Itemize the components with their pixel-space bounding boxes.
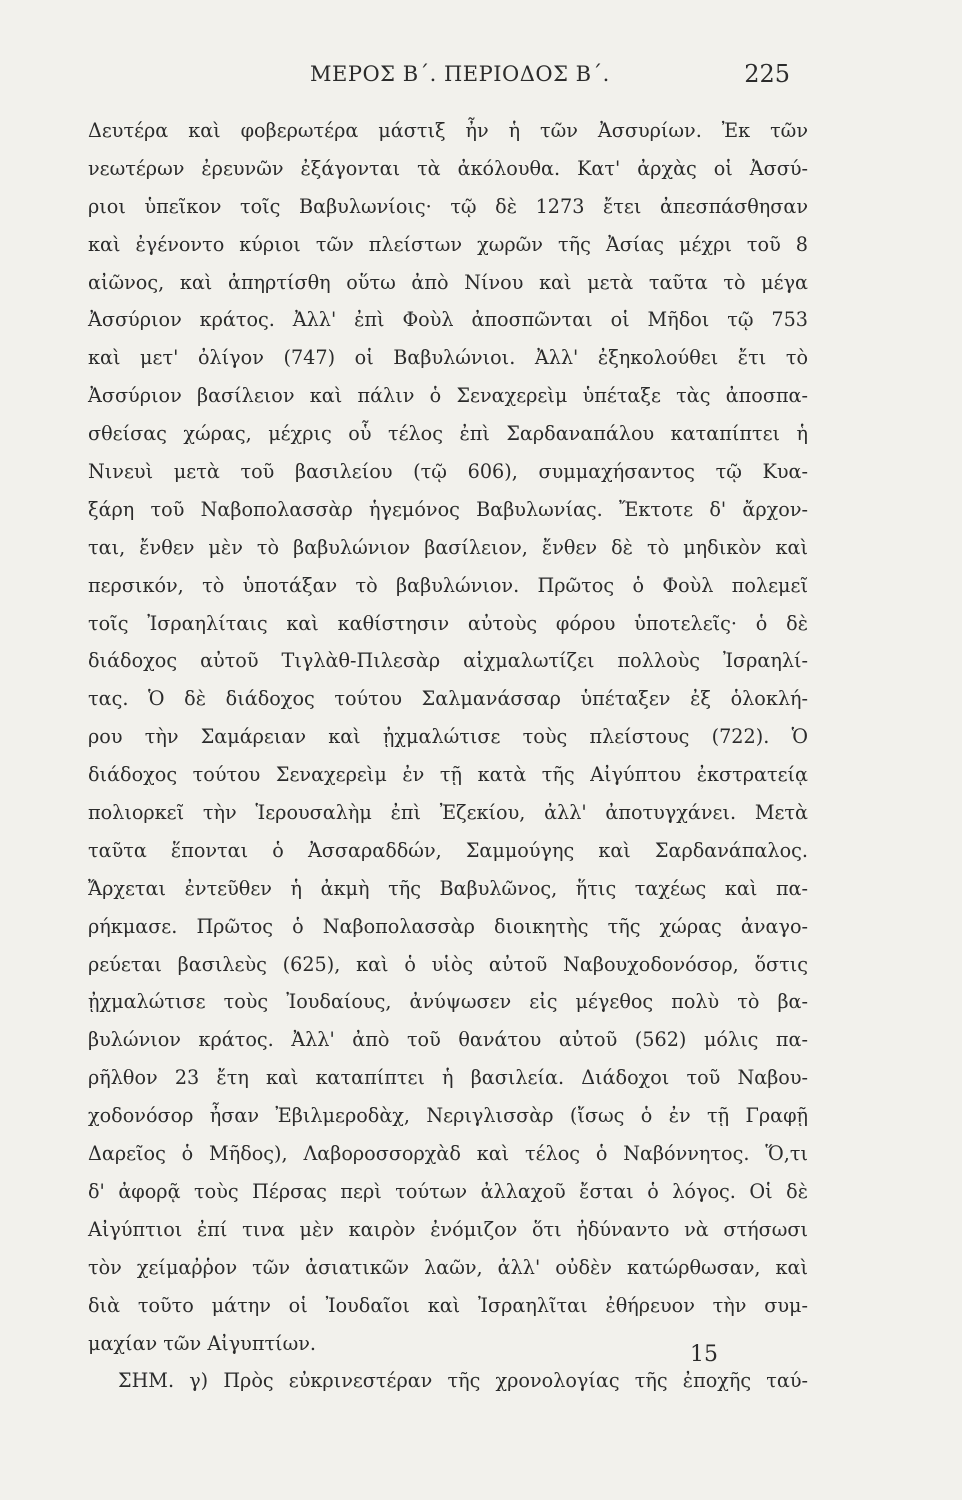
text-line: διάδοχος αὐτοῦ Τιγλὰθ-Πιλεσὰρ αἰχμαλωτίζει πολλοὺς Ἰσραηλί- [88,649,808,673]
text-line: ριοι ὑπεῖκον τοῖς Βαβυλωνίοις· τῷ δὲ 1273 ἔτει ἀπεσπάσθησαν [88,194,808,218]
text-line: καὶ ἐγένοντο κύριοι τῶν πλείστων χωρῶν τῆς Ἀσίας μέχρι τοῦ 8 [88,232,808,256]
page-header [310,62,790,96]
text-line: περσικόν, τὸ ὑποτάξαν τὸ βαβυλώνιον. Πρῶτος ὁ Φοὺλ πολεμεῖ [88,573,808,597]
text-line: αἰῶνος, καὶ ἀπηρτίσθη οὕτω ἀπὸ Νίνου καὶ μετὰ ταῦτα τὸ μέγα [88,270,808,294]
signature-mark: 15 [690,1342,718,1367]
text-line: ρεύεται βασιλεὺς (625), καὶ ὁ υἱὸς αὐτοῦ Ναβουχοδονόσορ, ὅστις [88,952,808,976]
text-line: χοδονόσορ ἦσαν Ἐβιλμεροδὰχ, Νεριγλισσὰρ (ἴσως ὁ ἐν τῇ Γραφῇ [88,1104,808,1128]
text-line: καὶ μετ' ὀλίγον (747) οἱ Βαβυλώνιοι. Ἀλλ' ἐξηκολούθει ἔτι τὸ [88,346,808,370]
text-line: τας. Ὁ δὲ διάδοχος τούτου Σαλμανάσσαρ ὑπέταξεν ἐξ ὁλοκλή- [88,687,808,711]
text-line: νεωτέρων ἐρευνῶν ἐξάγονται τὰ ἀκόλουθα. Κατ' ἀρχὰς οἱ Ἀσσύ- [88,156,808,180]
text-line: ρῆλθον 23 ἔτη καὶ καταπίπτει ἡ βασιλεία. Διάδοχοι τοῦ Ναβου- [88,1066,808,1090]
text-line: ξάρη τοῦ Ναβοπολασσὰρ ἡγεμόνος Βαβυλωνίας. Ἔκτοτε δ' ἄρχον- [88,497,808,521]
text-line: Δαρεῖος ὁ Μῆδος), Λαβοροσσορχὰδ καὶ τέλος ὁ Ναβόννητος. Ὅ,τι [88,1142,808,1166]
text-line: Ἄρχεται ἐντεῦθεν ἡ ἀκμὴ τῆς Βαβυλῶνος, ἥτις ταχέως καὶ πα- [88,876,808,900]
running-head: ΜΕΡΟΣ Β΄. ΠΕΡΙΟΔΟΣ Β΄. [310,62,610,86]
text-line: βυλώνιον κράτος. Ἀλλ' ἀπὸ τοῦ θανάτου αὐτοῦ (562) μόλις πα- [88,1028,808,1052]
note-line: ΣΗΜ. γ) Πρὸς εὐκρινεστέραν τῆς χρονολογίας τῆς ἐποχῆς ταύ- [118,1369,808,1393]
text-line: πολιορκεῖ τὴν Ἱερουσαλὴμ ἐπὶ Ἐζεκίου, ἀλλ' ἀποτυγχάνει. Μετὰ [88,801,808,825]
text-line: διὰ τοῦτο μάτην οἱ Ἰουδαῖοι καὶ Ἰσραηλῖται ἐθήρευον τὴν συμ- [88,1293,808,1317]
text-line: διάδοχος τούτου Σεναχερεὶμ ἐν τῇ κατὰ τῆς Αἰγύπτου ἐκστρατείᾳ [88,763,808,787]
text-line: τοῖς Ἰσραηλίταις καὶ καθίστησιν αὐτοὺς φόρου ὑποτελεῖς· ὁ δὲ [88,611,808,635]
text-line: Ἀσσύριον βασίλειον καὶ πάλιν ὁ Σεναχερεὶμ ὑπέταξε τὰς ἀποσπα- [88,384,808,408]
text-line: δ' ἀφορᾷ τοὺς Πέρσας περὶ τούτων ἀλλαχοῦ ἔσται ὁ λόγος. Οἱ δὲ [88,1179,808,1203]
text-line: ρου τὴν Σαμάρειαν καὶ ᾐχμαλώτισε τοὺς πλείστους (722). Ὁ [88,725,808,749]
page-number: 225 [744,60,790,88]
text-line: μαχίαν τῶν Αἰγυπτίων. [88,1331,316,1355]
text-line: ᾐχμαλώτισε τοὺς Ἰουδαίους, ἀνύψωσεν εἰς μέγεθος πολὺ τὸ βα- [88,990,808,1014]
text-line: ται, ἔνθεν μὲν τὸ βαβυλώνιον βασίλειον, ἔνθεν δὲ τὸ μηδικὸν καὶ [88,535,808,559]
body-text [88,112,808,1400]
text-line: ταῦτα ἕπονται ὁ Ἀσσαραδδών, Σαμμούγης καὶ Σαρδανάπαλος. [88,838,808,862]
text-line: Ἀσσύριον κράτος. Ἀλλ' ἐπὶ Φοὺλ ἀποσπῶνται οἱ Μῆδοι τῷ 753 [88,308,808,332]
text-line: τὸν χείμαῤῥον τῶν ἀσιατικῶν λαῶν, ἀλλ' οὐδὲν κατώρθωσαν, καὶ [88,1255,808,1279]
text-line: ρήκμασε. Πρῶτος ὁ Ναβοπολασσὰρ διοικητὴς τῆς χώρας ἀναγο- [88,914,808,938]
text-line: Νινευὶ μετὰ τοῦ βασιλείου (τῷ 606), συμμαχήσαντος τῷ Κυα- [88,460,808,484]
text-line: σθείσας χώρας, μέχρις οὗ τέλος ἐπὶ Σαρδαναπάλου καταπίπτει ἡ [88,422,808,446]
text-line: Αἰγύπτιοι ἐπί τινα μὲν καιρὸν ἐνόμιζον ὅτι ἠδύναντο νὰ στήσωσι [88,1217,808,1241]
text-line: Δευτέρα καὶ φοβερωτέρα μάστιξ ἦν ἡ τῶν Ἀσσυρίων. Ἐκ τῶν [88,119,808,142]
